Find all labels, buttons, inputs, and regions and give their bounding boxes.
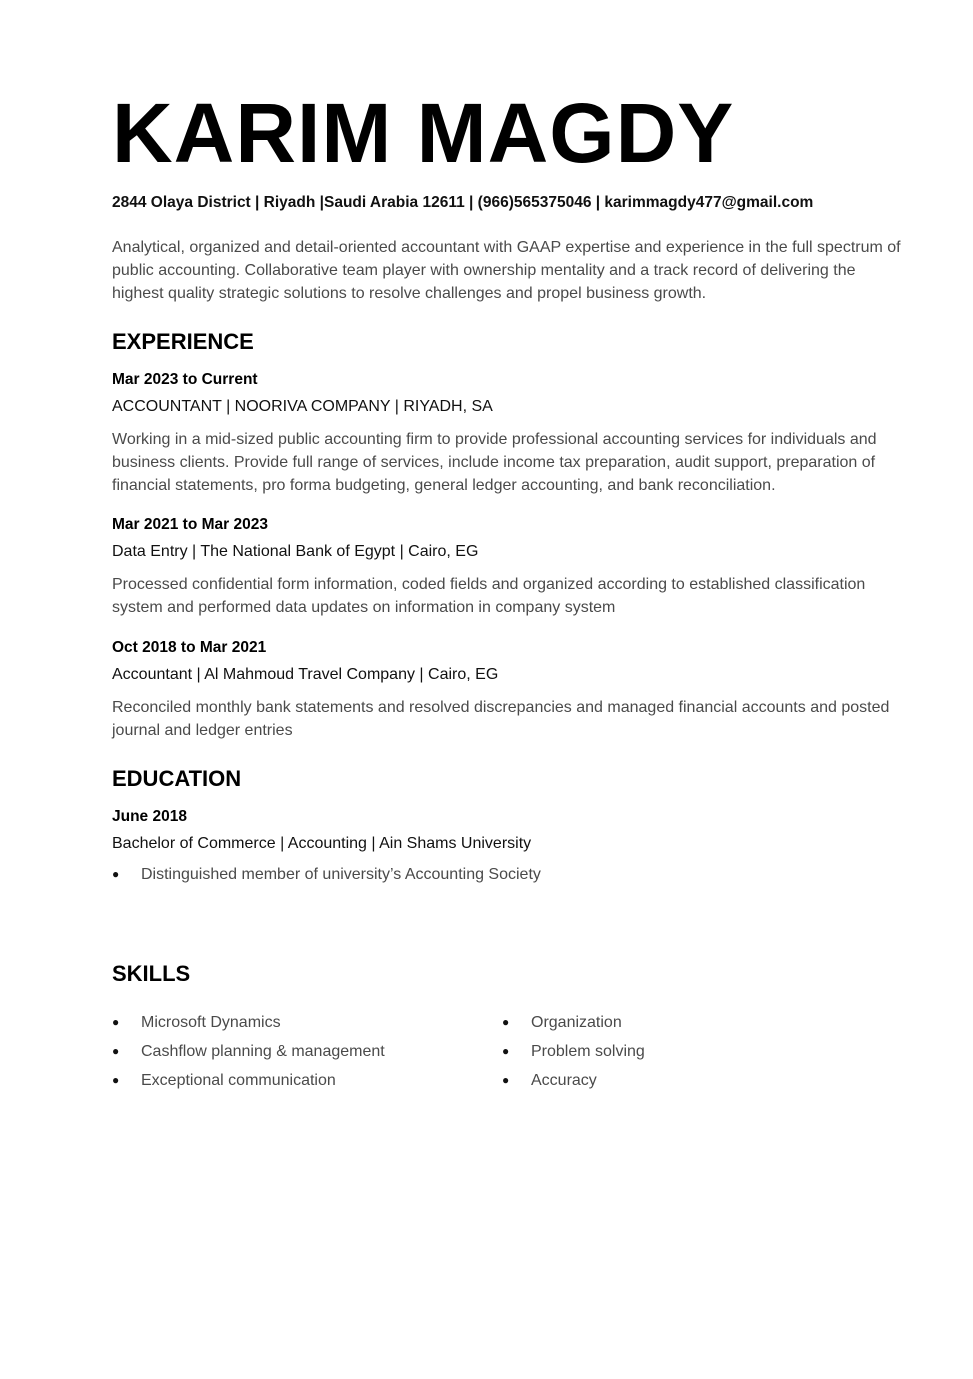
bullet-icon: ●: [112, 1044, 120, 1058]
job-role: Accountant | Al Mahmoud Travel Company | Cairo, EG: [112, 666, 499, 683]
bullet-icon: ●: [112, 1073, 120, 1087]
bullet-icon: ●: [502, 1044, 510, 1058]
job-dates: Mar 2023 to Current: [112, 371, 258, 388]
job-dates: Oct 2018 to Mar 2021: [112, 639, 267, 656]
education-degree: Bachelor of Commerce | Accounting | Ain Shams University: [112, 835, 532, 852]
bullet-icon: ●: [112, 1015, 120, 1029]
bullet-icon: ●: [502, 1073, 510, 1087]
education-date: June 2018: [112, 808, 187, 825]
job-description: Reconciled monthly bank statements and resolved discrepancies and managed financial accounts and posted journal and ledger entries: [112, 699, 890, 739]
summary: Analytical, organized and detail-oriented accountant with GAAP expertise and experience in the full spectrum of public accounting. Collaborative team player with ownership mentality and a track record of delivering the highest quality strategic solutions to resolve challenges and propel business growth.: [112, 239, 901, 302]
job-description: Working in a mid-sized public accounting firm to provide professional accounting services for individuals and business clients. Provide full range of services, include income tax preparation, audit support, preparation of financial statements, pro forma budgeting, general ledger accounting, and bank reconciliation.: [112, 431, 877, 494]
experience-heading: EXPERIENCE: [112, 329, 254, 354]
education-heading: EDUCATION: [112, 766, 242, 791]
candidate-name: KARIM MAGDY: [112, 86, 735, 180]
job-dates: Mar 2021 to Mar 2023: [112, 516, 268, 533]
contact-info: 2844 Olaya District | Riyadh |Saudi Arabia 12611 | (966)565375046 | karimmagdy477@gmail.com: [112, 194, 814, 211]
skills-heading: SKILLS: [112, 961, 191, 986]
bullet-icon: ●: [502, 1015, 510, 1029]
job-role: Data Entry | The National Bank of Egypt | Cairo, EG: [112, 543, 479, 560]
job-role: ACCOUNTANT | NOORIVA COMPANY | RIYADH, SA: [112, 398, 493, 415]
bullet-icon: ●: [112, 867, 120, 881]
job-description: Processed confidential form information, coded fields and organized according to established classification system and performed data updates on information in company system: [112, 576, 866, 616]
